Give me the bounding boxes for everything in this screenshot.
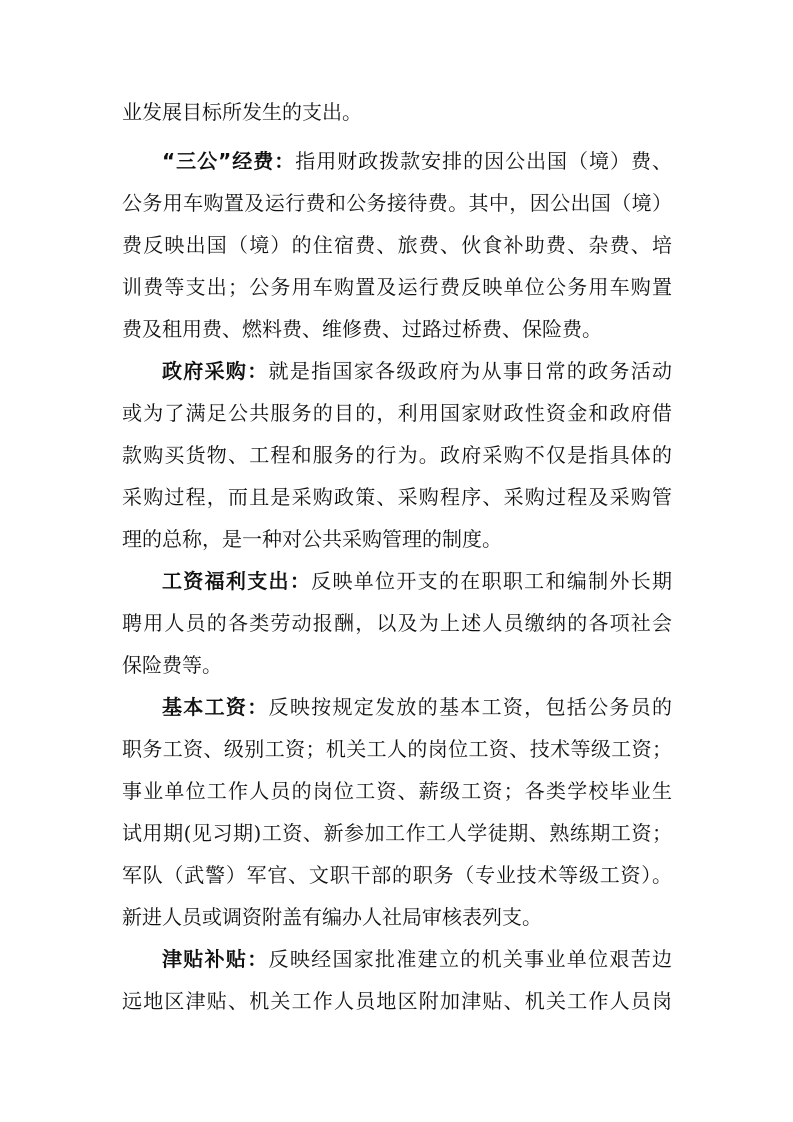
text-line: 聘用人员的各类劳动报酬，以及为上述人员缴纳的各项社会 (122, 611, 672, 635)
definition-line (162, 944, 672, 974)
text-line: 训费等支出；公务用车购置及运行费反映单位公务用车购置 (122, 275, 672, 299)
text-line: 保险费等。 (122, 653, 222, 677)
term-label: “三公”经费： (162, 149, 296, 173)
definition-line (162, 566, 672, 596)
text-line: 远地区津贴、机关工作人员地区附加津贴、机关工作人员岗 (122, 989, 672, 1013)
term-label: 政府采购： (162, 359, 269, 383)
term-label: 工资福利支出： (162, 569, 312, 593)
definition-text: 反映经国家批准建立的机关事业单位艰苦边 (268, 947, 673, 971)
text-line: 业发展目标所发生的支出。 (122, 100, 362, 124)
text-line: 费反映出国（境）的住宿费、旅费、伙食补助费、杂费、培 (122, 233, 672, 257)
definition-line (162, 692, 672, 722)
definition-text: 指用财政拨款安排的因公出国（境）费、 (295, 149, 672, 173)
term-label: 基本工资： (162, 695, 269, 719)
text-line: 费及租用费、燃料费、维修费、过路过桥费、保险费。 (122, 317, 602, 341)
text-line: 试用期(见习期)工资、新参加工作工人学徒期、熟练期工资； (122, 821, 672, 845)
definition-text: 反映按规定发放的基本工资，包括公务员的 (268, 695, 673, 719)
text-line: 采购过程，而且是采购政策、采购程序、采购过程及采购管 (122, 485, 672, 509)
text-line: 事业单位工作人员的岗位工资、薪级工资；各类学校毕业生 (122, 779, 672, 803)
definition-line (162, 146, 672, 176)
term-label: 津贴补贴： (162, 947, 269, 971)
definition-text: 就是指国家各级政府为从事日常的政务活动 (268, 359, 673, 383)
text-line: 或为了满足公共服务的目的，利用国家财政性资金和政府借 (122, 401, 672, 425)
text-line: 款购买货物、工程和服务的行为。政府采购不仅是指具体的 (122, 443, 672, 467)
text-line: 新进人员或调资附盖有编办人社局审核表列支。 (122, 905, 542, 929)
definition-line (162, 356, 672, 386)
text-line: 理的总称，是一种对公共采购管理的制度。 (122, 527, 502, 551)
text-line: 公务用车购置及运行费和公务接待费。其中，因公出国（境） (122, 191, 672, 215)
definition-text: 反映单位开支的在职职工和编制外长期 (311, 569, 673, 593)
text-line: 军队（武警）军官、文职干部的职务（专业技术等级工资）。 (122, 863, 672, 887)
text-line: 职务工资、级别工资；机关工人的岗位工资、技术等级工资； (122, 737, 672, 761)
